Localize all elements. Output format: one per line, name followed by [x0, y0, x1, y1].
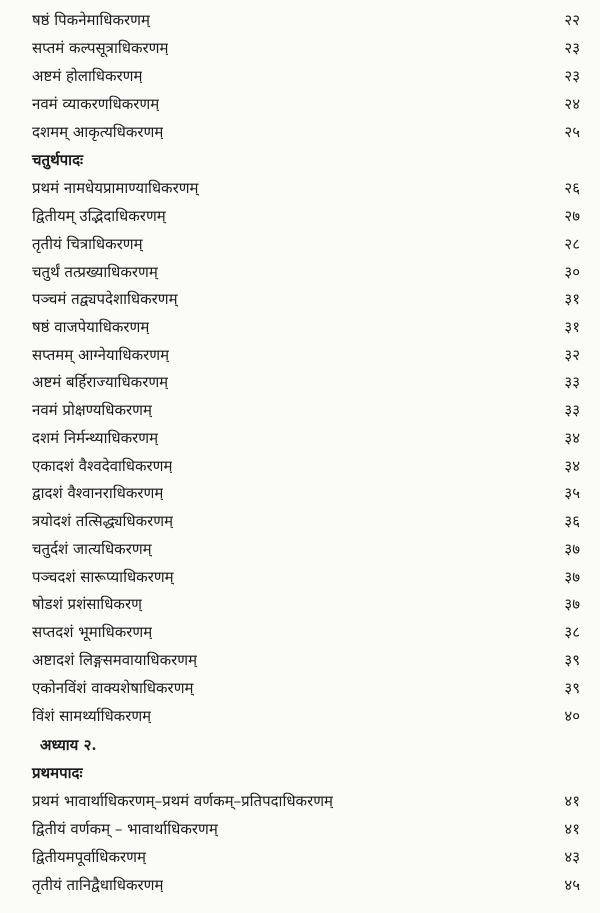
entry-page-number: ४१ [564, 820, 580, 838]
toc-entry [32, 646, 580, 674]
entry-title: तृतीयं तानिद्वैधाधिकरणम् [32, 876, 164, 894]
toc-entry [32, 424, 580, 452]
toc-entry [32, 843, 580, 871]
toc-entry [32, 815, 580, 843]
toc-entry [32, 787, 580, 815]
entry-title: प्रथमं नामधेयप्रामाण्याधिकरणम् [32, 179, 199, 197]
entry-page-number: ३० [564, 263, 580, 281]
entry-title: षष्ठं पिकनेमाधिकरणम् [32, 11, 150, 29]
entry-page-number: ३३ [564, 373, 580, 391]
toc-entry [32, 871, 580, 899]
toc-entry [32, 313, 580, 341]
toc-entry [32, 202, 580, 230]
entry-page-number: ३९ [564, 651, 580, 669]
toc-entry [32, 368, 580, 396]
entry-page-number: ४१ [564, 792, 580, 810]
entry-title: पञ्चदशं सारूप्याधिकरणम् [32, 568, 174, 586]
entry-title: षष्ठं वाजपेयाधिकरणम् [32, 318, 150, 336]
entry-title: चतुर्थं तत्प्रख्याधिकरणम् [32, 263, 158, 281]
entry-page-number: ४३ [564, 848, 580, 866]
toc-entry [32, 118, 580, 146]
entry-title: द्वितीयम् उद्भिदाधिकरणम् [32, 207, 166, 225]
entry-page-number: ३१ [564, 318, 580, 336]
entry-title: सप्तदशं भूमाधिकरणम् [32, 623, 153, 641]
entry-page-number: २५ [564, 123, 580, 141]
entry-page-number: ४५ [564, 876, 580, 894]
toc-entry [32, 230, 580, 258]
entry-page-number: ३८ [564, 623, 580, 641]
toc-entry [32, 452, 580, 480]
toc-entry [32, 285, 580, 313]
toc-entry [32, 563, 580, 591]
toc-entry [32, 6, 580, 34]
toc-entry [32, 674, 580, 702]
entry-title: द्वितीयमपूर्वाधिकरणम् [32, 848, 146, 866]
entry-page-number: ३६ [564, 512, 580, 530]
toc-entry [32, 479, 580, 507]
toc-entry [32, 590, 580, 618]
section-heading: प्रथमपादः [32, 764, 83, 782]
toc-entry [32, 174, 580, 202]
entry-title: सप्तमम् आग्नेयाधिकरणम् [32, 346, 170, 364]
entry-page-number: ४० [564, 707, 580, 725]
entry-title: दशमम् आकृत्यधिकरणम् [32, 123, 164, 141]
entry-page-number: ३७ [564, 540, 580, 558]
section-heading: चतुर्थपादः [32, 151, 84, 169]
toc-entry [32, 535, 580, 563]
entry-title: चतुर्दशं जात्यधिकरणम् [32, 540, 152, 558]
entry-page-number: २८ [564, 235, 580, 253]
entry-page-number: २६ [564, 179, 580, 197]
entry-title: नवमं व्याकरणधिकरणम् [32, 95, 160, 113]
entry-title: षोडशं प्रशंसाधिकरण् [32, 595, 142, 613]
entry-title: दशमं निर्मन्थ्याधिकरणम् [32, 429, 159, 447]
toc-entry [32, 618, 580, 646]
entry-page-number: ३७ [564, 595, 580, 613]
entry-title: पञ्चमं तद्व्यपदेशाधिकरणम् [32, 290, 178, 308]
entry-title: अष्टादशं लिङ्गसमवायाधिकरणम् [32, 651, 198, 669]
entry-title: नवमं प्रोक्षण्यधिकरणम् [32, 401, 152, 419]
entry-page-number: ३४ [564, 429, 580, 447]
entry-title: एकोनविंशं वाक्यशेषाधिकरणम् [32, 679, 194, 697]
toc-entry [32, 90, 580, 118]
entry-page-number: ३२ [564, 346, 580, 364]
entry-page-number: २३ [564, 39, 580, 57]
entry-title: विंशं सामर्थ्याधिकरणम् [32, 707, 152, 725]
entry-title: द्वादशं वैश्वानराधिकरणम् [32, 484, 164, 502]
entry-page-number: २४ [564, 95, 580, 113]
entry-title: अष्टमं बर्हिराज्याधिकरणम् [32, 373, 169, 391]
entry-page-number: २३ [564, 67, 580, 85]
entry-page-number: २७ [564, 207, 580, 225]
entry-title: एकादशं वैश्वदेवाधिकरणम् [32, 457, 173, 475]
entry-page-number: ३५ [564, 484, 580, 502]
entry-page-number: २२ [564, 11, 580, 29]
entry-title: प्रथमं भावार्थाधिकरणम्–प्रथमं वर्णकम्–प्रतिपदाधिकरणम् [32, 792, 334, 810]
chapter-heading: अध्याय २. [40, 736, 97, 754]
toc-entry [32, 702, 580, 730]
entry-page-number: ३९ [564, 679, 580, 697]
toc-entry [32, 258, 580, 286]
toc-entry [32, 507, 580, 535]
toc-entry [32, 34, 580, 62]
entry-page-number: ३७ [564, 568, 580, 586]
entry-title: तृतीयं चित्राधिकरणम् [32, 235, 143, 253]
toc-entry [32, 396, 580, 424]
entry-title: अष्टमं होलाधिकरणम् [32, 67, 143, 85]
toc-entry [32, 341, 580, 369]
entry-page-number: ३१ [564, 290, 580, 308]
entry-title: त्रयोदशं तत्सिद्ध्यधिकरणम् [32, 512, 174, 530]
toc-entry [32, 62, 580, 90]
entry-page-number: ३४ [564, 457, 580, 475]
entry-title: द्वितीयं वर्णकम् – भावार्थाधिकरणम् [32, 820, 218, 838]
entry-page-number: ३३ [564, 401, 580, 419]
entry-title: सप्तमं कल्पसूत्राधिकरणम् [32, 39, 169, 57]
